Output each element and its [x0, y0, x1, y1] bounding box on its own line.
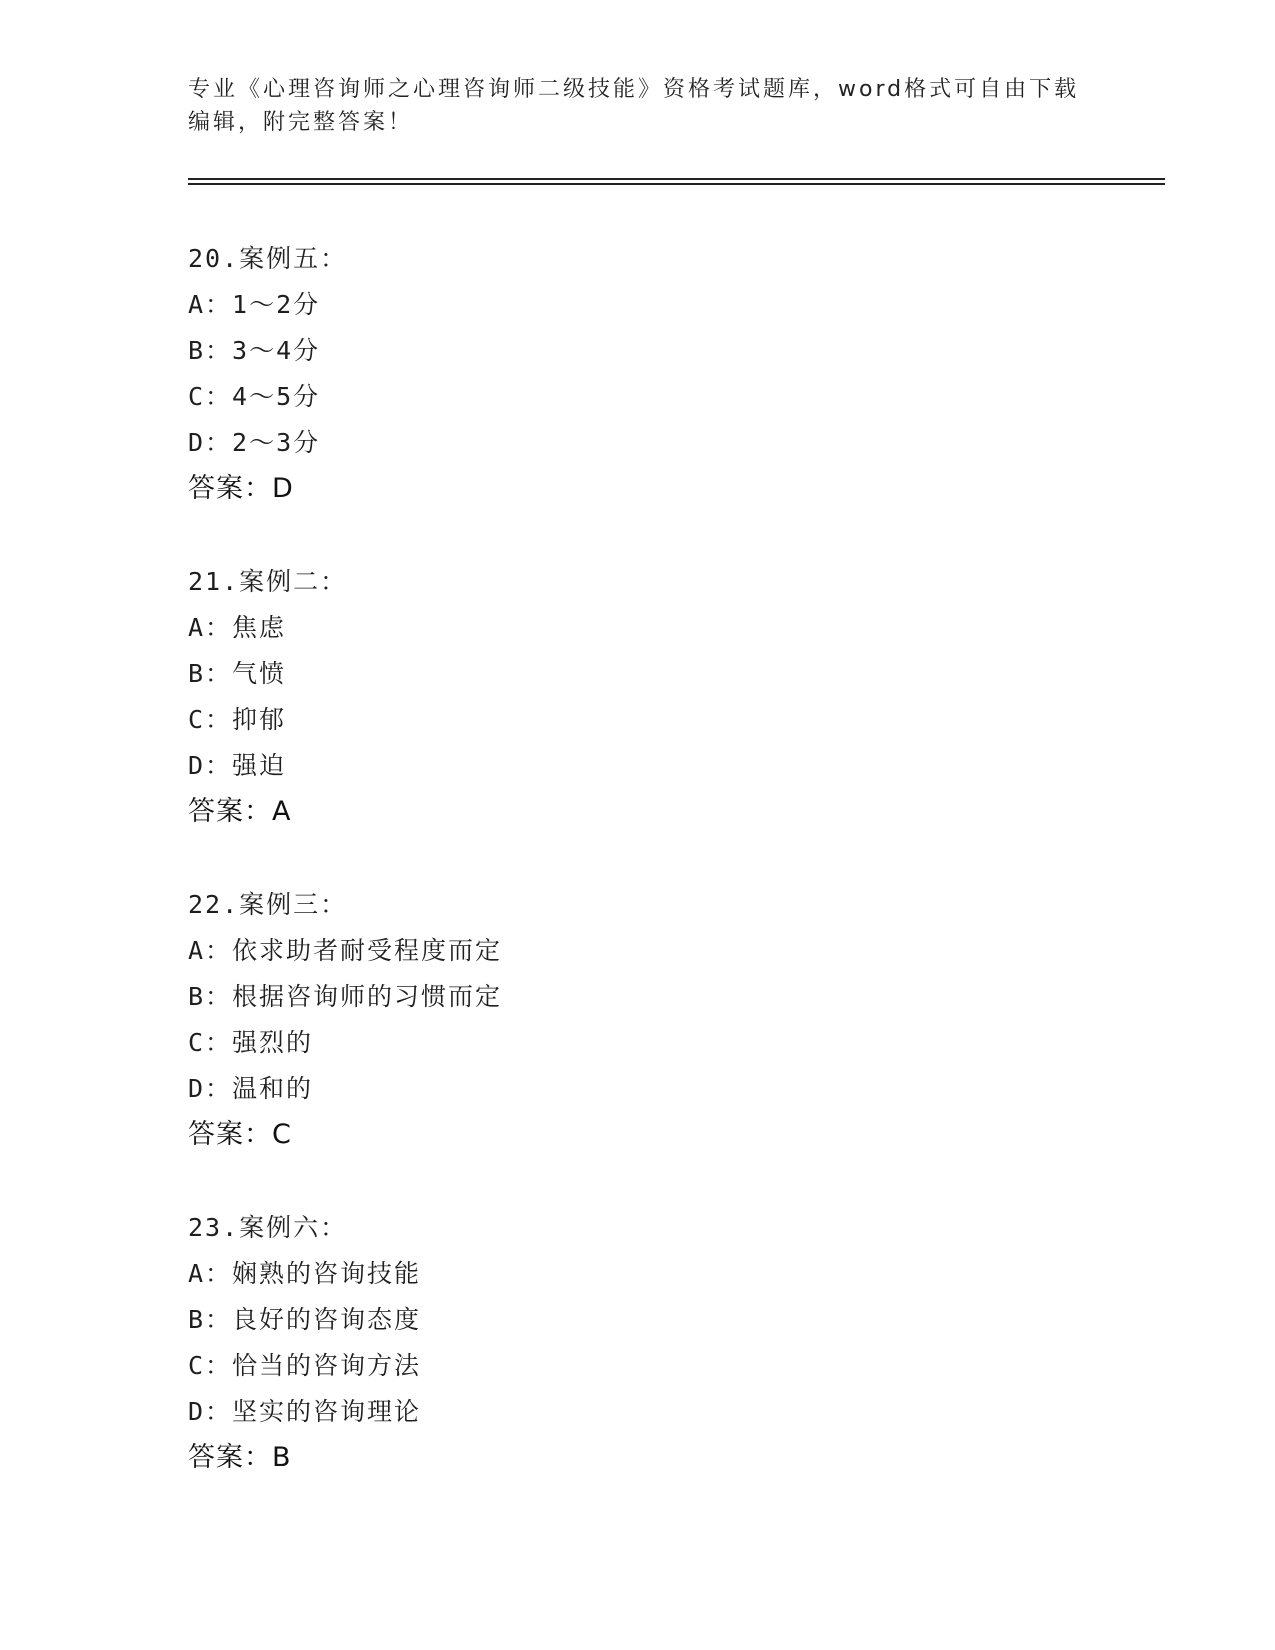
option-c: C：强烈的 — [188, 1028, 314, 1057]
option-c: C：4～5分 — [188, 382, 321, 411]
option-a: A：依求助者耐受程度而定 — [188, 936, 503, 965]
answer-line: 答案：D — [188, 473, 294, 504]
option-d: D：2～3分 — [188, 428, 321, 457]
option-a: A：1～2分 — [188, 290, 321, 319]
answer-line: 答案：B — [188, 1442, 292, 1473]
question-title: 22.案例三： — [188, 890, 348, 919]
option-b: B：根据咨询师的习惯而定 — [188, 982, 503, 1011]
header-line-1: 专业《心理咨询师之心理咨询师二级技能》资格考试题库，word格式可自由下载 — [188, 77, 1080, 102]
option-b: B：3～4分 — [188, 336, 321, 365]
document-header — [188, 73, 1088, 139]
question-20 — [188, 236, 1088, 512]
option-d: D：坚实的咨询理论 — [188, 1397, 422, 1426]
question-title: 20.案例五： — [188, 244, 348, 273]
question-21 — [188, 559, 1088, 835]
question-title: 23.案例六： — [188, 1213, 348, 1242]
option-a: A：娴熟的咨询技能 — [188, 1259, 422, 1288]
option-c: C：恰当的咨询方法 — [188, 1351, 422, 1380]
header-divider-bottom — [188, 183, 1165, 185]
option-d: D：温和的 — [188, 1074, 314, 1103]
option-d: D：强迫 — [188, 751, 287, 780]
question-22 — [188, 882, 1088, 1158]
header-line-2: 编辑，附完整答案！ — [188, 110, 414, 135]
header-divider-top — [188, 178, 1165, 180]
answer-line: 答案：C — [188, 1119, 292, 1150]
option-c: C：抑郁 — [188, 705, 287, 734]
answer-line: 答案：A — [188, 796, 292, 827]
option-a: A：焦虑 — [188, 613, 287, 642]
question-title: 21.案例二： — [188, 567, 348, 596]
option-b: B：良好的咨询态度 — [188, 1305, 422, 1334]
option-b: B：气愤 — [188, 659, 287, 688]
question-23 — [188, 1205, 1088, 1481]
